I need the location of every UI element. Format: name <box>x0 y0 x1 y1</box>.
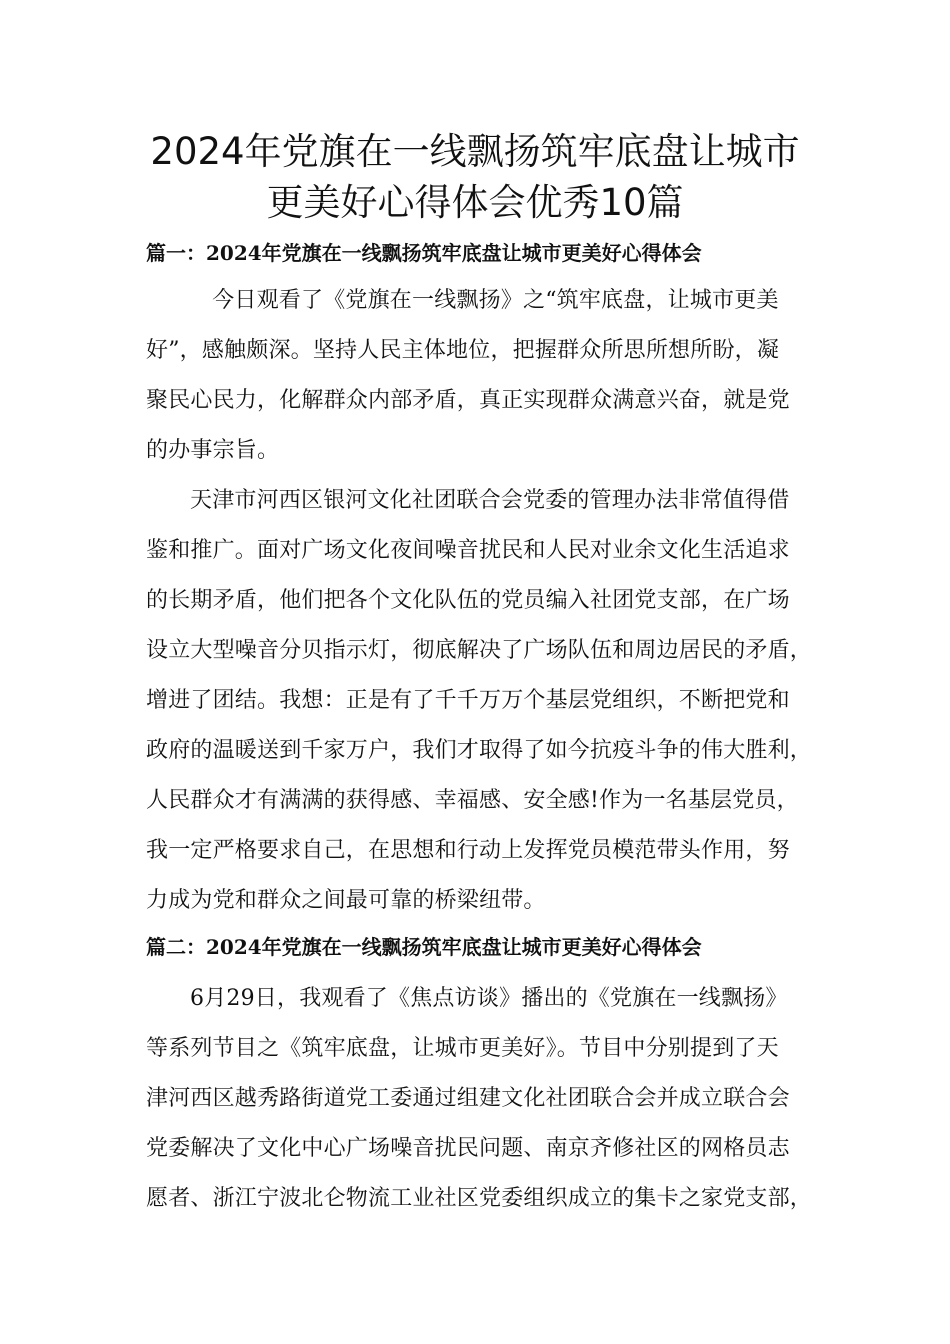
paragraph-line: 今日观看了《党旗在一线飘扬》之“筑牢底盘，让城市更美 <box>190 288 779 313</box>
paragraph-line: 设立大型噪音分贝指示灯，彻底解决了广场队伍和周边居民的矛盾， <box>146 638 813 663</box>
paragraph-1-2 <box>146 476 836 926</box>
paragraph-line: 政府的温暖送到千家万户，我们才取得了如今抗疫斗争的伟大胜利， <box>146 738 813 763</box>
paragraph-line: 津河西区越秀路街道党工委通过组建文化社团联合会并成立联合会 <box>146 1086 790 1111</box>
paragraph-line: 力成为党和群众之间最可靠的桥梁纽带。 <box>146 888 546 913</box>
paragraph-line: 的长期矛盾，他们把各个文化队伍的党员编入社团党支部，在广场 <box>146 588 790 613</box>
document-title <box>60 126 890 228</box>
paragraph-line: 6月29日，我观看了《焦点访谈》播出的《党旗在一线飘扬》 <box>190 986 788 1011</box>
section-heading-1: 篇一：2024年党旗在一线飘扬筑牢底盘让城市更美好心得体会 <box>146 241 702 265</box>
paragraph-line: 我一定严格要求自己，在思想和行动上发挥党员模范带头作用，努 <box>146 838 790 863</box>
paragraph-line: 鉴和推广。面对广场文化夜间噪音扰民和人民对业余文化生活追求 <box>146 538 790 563</box>
paragraph-line: 好”，感触颇深。坚持人民主体地位，把握群众所思所想所盼，凝 <box>146 338 780 363</box>
paragraph-line: 的办事宗旨。 <box>146 438 280 463</box>
paragraph-line: 聚民心民力，化解群众内部矛盾，真正实现群众满意兴奋，就是党 <box>146 388 790 413</box>
paragraph-line: 党委解决了文化中心广场噪音扰民问题、南京齐修社区的网格员志 <box>146 1136 790 1161</box>
title-line: 2024年党旗在一线飘扬筑牢底盘让城市 <box>150 130 800 173</box>
section-heading-2: 篇二：2024年党旗在一线飘扬筑牢底盘让城市更美好心得体会 <box>146 935 702 959</box>
paragraph-line: 愿者、浙江宁波北仑物流工业社区党委组织成立的集卡之家党支部， <box>146 1186 813 1211</box>
title-line: 更美好心得体会优秀10篇 <box>266 181 684 224</box>
paragraph-line: 增进了团结。我想：正是有了千千万万个基层党组织，不断把党和 <box>146 688 790 713</box>
paragraph-1-1 <box>146 276 836 476</box>
paragraph-line: 人民群众才有满满的获得感、幸福感、安全感!作为一名基层党员， <box>146 788 799 813</box>
paragraph-line: 天津市河西区银河文化社团联合会党委的管理办法非常值得借 <box>190 488 790 513</box>
paragraph-line: 等系列节目之《筑牢底盘，让城市更美好》。节目中分别提到了天 <box>146 1036 779 1061</box>
paragraph-2-1 <box>146 974 836 1224</box>
